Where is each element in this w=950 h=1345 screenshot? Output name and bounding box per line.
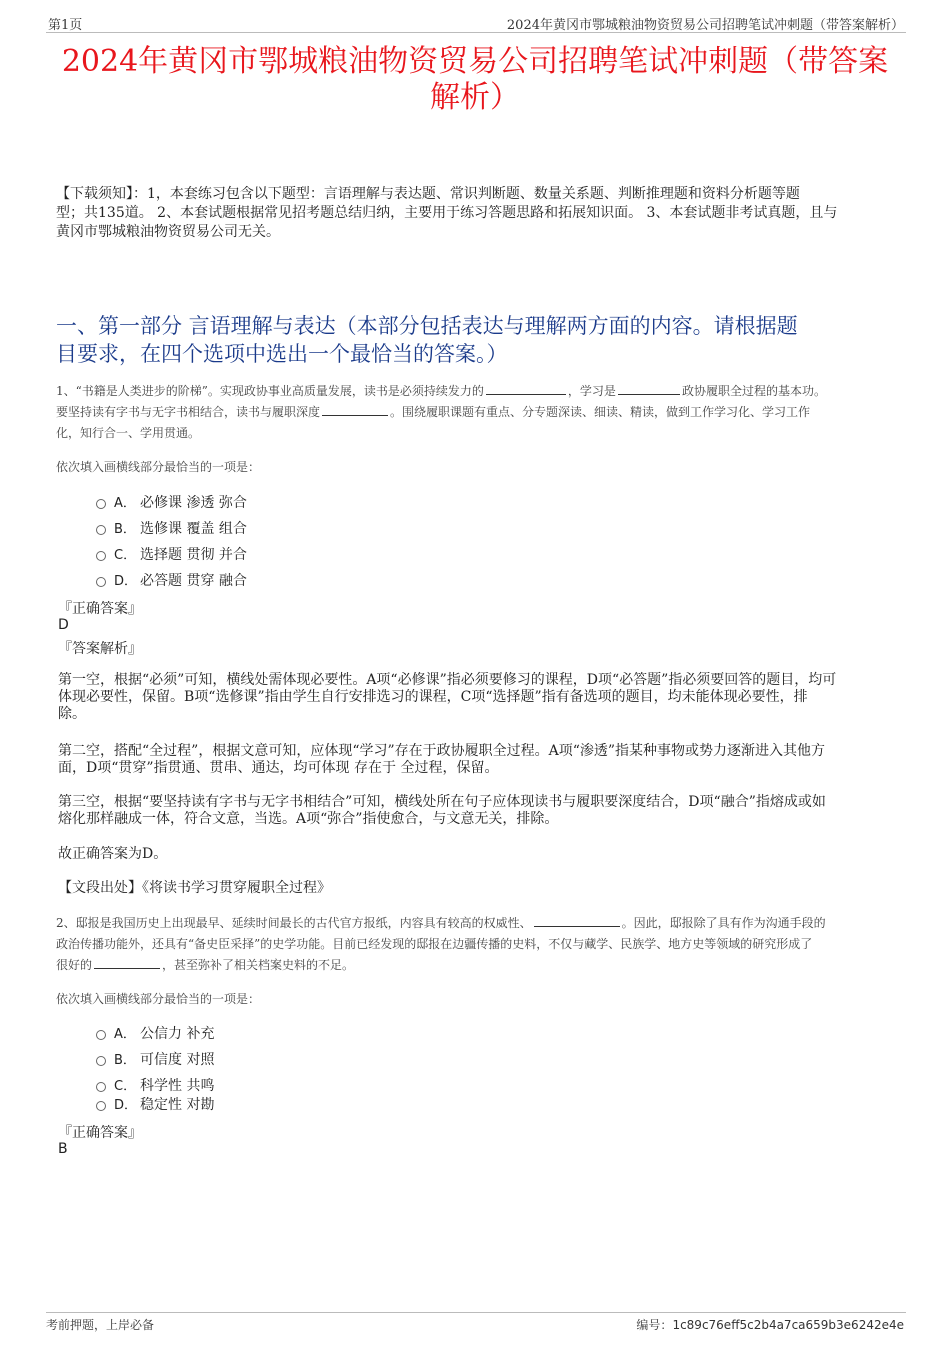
q1-text: 。围绕履职课题有重点、分专题深读、细读、精读，做到工作学习化、学习工作: [390, 405, 811, 419]
radio-icon[interactable]: [96, 551, 106, 561]
option-text: 公信力 补充: [140, 1026, 215, 1042]
option-key: B．: [114, 1053, 136, 1068]
q1-prompt: 依次填入画横线部分最恰当的一项是：: [56, 460, 261, 474]
radio-icon[interactable]: [96, 499, 106, 509]
q1-blank-1: [486, 382, 566, 395]
option-text: 科学性 共鸣: [140, 1078, 215, 1094]
notice-line-1: 【下载须知】：1，本套练习包含以下题型：言语理解与表达题、常识判断题、数量关系题、判断推理题和资料分析题等题: [56, 186, 800, 202]
q2-option-d[interactable]: [96, 1094, 214, 1114]
q2-text: ，甚至弥补了相关档案史料的不足。: [162, 958, 355, 972]
option-text: 选择题 贯彻 并合: [140, 547, 247, 563]
page-number: 第1页: [48, 18, 83, 33]
q1-text: 政协履职全过程的基本功。: [681, 384, 826, 398]
footer-code: [636, 1316, 904, 1333]
footer-code-label: 编号：: [636, 1318, 673, 1332]
option-text: 必答题 贯穿 融合: [140, 573, 247, 589]
q2-blank-1: [534, 914, 620, 927]
q2-answer-label: 『正确答案』: [58, 1125, 142, 1141]
footer-code-value: 1c89c76eff5c2b4a7ca659b3e6242e4e: [672, 1318, 904, 1332]
option-text: 选修课 覆盖 组合: [140, 521, 247, 537]
header-doc-title: 2024年黄冈市鄂城粮油物资贸易公司招聘笔试冲刺题（带答案解析）: [506, 18, 904, 33]
page-title: [40, 44, 910, 116]
q1-analysis-label: 『答案解析』: [58, 641, 142, 657]
section-heading-line-2: 目要求，在四个选项中选出一个最恰当的答案。）: [56, 342, 508, 366]
option-key: A．: [114, 496, 136, 511]
analysis-line: 第三空，根据“要坚持读有字书与无字书相结合”可知，横线处所在句子应体现读书与履职要深度结合，D项“融合”指熔成或如: [58, 794, 826, 810]
radio-icon[interactable]: [96, 1082, 106, 1092]
question-1-stem: [56, 381, 906, 444]
option-key: A．: [114, 1027, 136, 1042]
q1-answer: D: [58, 617, 69, 633]
download-notice: [56, 185, 906, 242]
radio-icon[interactable]: [96, 1101, 106, 1111]
q2-text: 政治传播功能外，还具有“备史臣采择”的史学功能。目前已经发现的邸报在边疆传播的史料，不仅与藏学、民族学、地方史等领域的研究形成了: [56, 937, 813, 951]
analysis-line: 第一空，根据“必须”可知，横线处需体现必要性。A项“必修课”指必须要修习的课程，D项“必答题”指必须要回答的题目，均可: [58, 672, 837, 688]
section-heading-line-1: 一、第一部分 言语理解与表达（本部分包括表达与理解两方面的内容。请根据题: [56, 314, 798, 338]
question-2-stem: [56, 913, 906, 976]
option-text: 稳定性 对勘: [140, 1097, 215, 1113]
radio-icon[interactable]: [96, 1030, 106, 1040]
footer-divider: [46, 1312, 906, 1313]
q2-prompt: 依次填入画横线部分最恰当的一项是：: [56, 992, 261, 1006]
q1-source: 【文段出处】《将读书学习贯穿履职全过程》: [58, 880, 331, 896]
q1-blank-2: [618, 382, 680, 395]
option-text: 必修课 渗透 弥合: [140, 495, 247, 511]
q2-text: 很好的: [56, 958, 93, 972]
analysis-line: 第二空，搭配“全过程”，根据文意可知，应体现“学习”存在于政协履职全过程。A项“渗透”指某种事物或势力逐渐进入其他方: [58, 743, 826, 759]
notice-line-2: 型；共135道。 2、本套试题根据常见招考题总结归纳，主要用于练习答题思路和拓展知识面。 3、本套试题非考试真题，且与: [56, 205, 838, 221]
option-text: 可信度 对照: [140, 1052, 215, 1068]
radio-icon[interactable]: [96, 1056, 106, 1066]
radio-icon[interactable]: [96, 525, 106, 535]
q1-option-c[interactable]: [96, 544, 247, 564]
section-heading: [56, 312, 906, 368]
option-key: D．: [114, 574, 138, 589]
page-title-line-2: 解析）: [430, 80, 520, 115]
radio-icon[interactable]: [96, 577, 106, 587]
q1-option-d[interactable]: [96, 570, 247, 590]
q2-option-c[interactable]: [96, 1075, 214, 1095]
page-title-line-1: 2024年黄冈市鄂城粮油物资贸易公司招聘笔试冲刺题（带答案: [61, 44, 889, 79]
footer-slogan: 考前押题，上岸必备: [46, 1318, 155, 1332]
q2-blank-2: [94, 956, 160, 969]
q1-text: 化，知行合一、学用贯通。: [56, 426, 201, 440]
option-key: D．: [114, 1098, 138, 1113]
q1-answer-label: 『正确答案』: [58, 601, 142, 617]
q2-answer: B: [58, 1141, 68, 1157]
header-divider: [46, 32, 906, 33]
option-key: C．: [114, 548, 137, 563]
q2-text: 2、邸报是我国历史上出现最早、延续时间最长的古代官方报纸，内容具有较高的权威性、: [56, 916, 532, 930]
q1-analysis-paragraph-2: [58, 743, 898, 777]
q1-text: ，学习是: [567, 384, 616, 398]
q1-text: 要坚持读有字书与无字书相结合，读书与履职深度: [56, 405, 321, 419]
q1-analysis-paragraph-3: [58, 794, 898, 828]
q1-text: 1、“书籍是人类进步的阶梯”。实现政协事业高质量发展，读书是必须持续发力的: [56, 384, 484, 398]
option-key: C．: [114, 1079, 137, 1094]
option-key: B．: [114, 522, 136, 537]
q1-analysis-paragraph-1: [58, 672, 898, 723]
analysis-line: 面，D项“贯穿”指贯通、贯串、通达，均可体现 存在于 全过程，保留。: [58, 760, 499, 776]
analysis-line: 除。: [58, 706, 86, 722]
analysis-line: 熔化那样融成一体，符合文意，当选。A项“弥合”指使愈合，与文意无关，排除。: [58, 811, 559, 827]
notice-line-3: 黄冈市鄂城粮油物资贸易公司无关。: [56, 224, 280, 240]
q2-option-a[interactable]: [96, 1023, 214, 1043]
q1-conclusion: 故正确答案为D。: [58, 846, 168, 862]
q1-blank-3: [322, 403, 388, 416]
q1-option-a[interactable]: [96, 492, 247, 512]
q2-option-b[interactable]: [96, 1049, 214, 1069]
q1-option-b[interactable]: [96, 518, 247, 538]
q2-text: 。因此，邸报除了具有作为沟通手段的: [621, 916, 826, 930]
analysis-line: 体现必要性，保留。B项“选修课”指由学生自行安排选习的课程，C项“选择题”指有备选项的题目，均未能体现必要性，排: [58, 689, 808, 705]
